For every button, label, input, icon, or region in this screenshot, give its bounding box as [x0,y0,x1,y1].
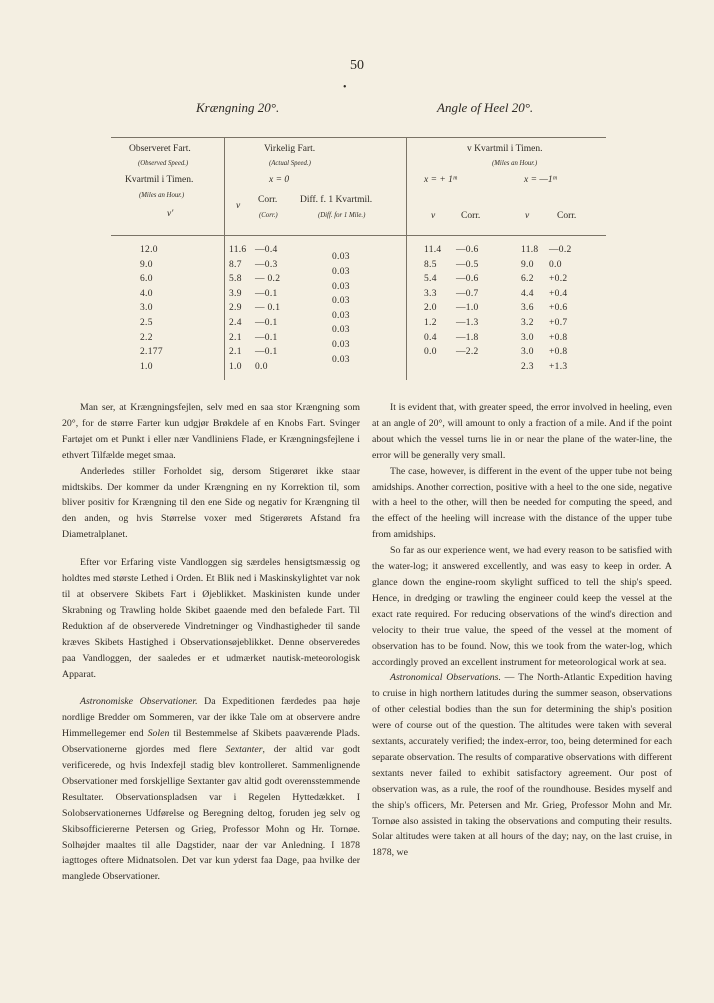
plus-v-cell: 0.0 [424,347,437,358]
x-plus-label: x = + 1ᵐ [424,175,457,185]
plus-v-cell: 0.4 [424,332,437,343]
table-vline-1 [224,137,225,380]
norwegian-p4-part-b: til Bestemmelse af Skibets paaværende Plads. Observationerne gjordes med flere [62,728,360,756]
actual-corr-cell: —0.1 [255,347,278,358]
actual-corr-cell: —0.1 [255,318,278,328]
observed-speed-title: Observeret Fart. [129,144,191,154]
actual-corr-label-en: (Corr.) [259,212,278,219]
minus-corr-cell: +1.3 [549,361,568,372]
english-paragraph-2: The case, however, is different in the event of the upper tube not being amidships. Another correction, positive with a heel to the one side, negative with a heel to the other, will then be needed for computing the speed, and the effect of the heeling will increase with the distance of the upper tube from amidships. [372,465,672,541]
diff-cell: 0.03 [332,296,350,307]
english-p4-body: — The North-Atlantic Expedition having to cruise in high northern latitudes during the summer season, observations of other celestial bodies than the sun for determining the ship's position were of course out of the question. The altitudes were taken with several sextants, accurately verified; the index-error, too, being determined for each separate observation. The results of comparative observations with different sextants never failed to exhibit satisfactory agreement. Our post of observation was, as a rule, the roof of the roundhouse. Besides myself and the ship's officers, Mr. Petersen and Mr. Grieg, Professor Mohn and Mr. Tornøe also assisted in taking the observations and computing their results. Solar altitudes were taken at all hours of the day; nay, on the last cruise, in 1878, we [372,672,672,859]
diff-label: Diff. f. 1 Kvartmil. [300,195,373,205]
minus-corr-cell: +0.8 [549,347,568,358]
plus-corr-cell: —0.6 [456,245,479,255]
norwegian-section-title: Astronomiske Observationer. [80,696,198,708]
plus-corr-cell: —0.7 [456,288,479,299]
plus-v-cell: 5.4 [424,274,437,285]
observed-unit-en: (Miles an Hour.) [139,192,185,199]
actual-speed-title: Virkelig Fart. [264,144,316,154]
actual-v-cell: 5.8 [229,274,242,285]
plus-v-cell: 2.0 [424,303,437,314]
plus-v-cell: 3.3 [424,288,437,299]
actual-v-cell: 8.7 [229,259,242,270]
diff-label-en: (Diff. for 1 Mile.) [318,212,366,219]
english-paragraph-4 [372,670,672,861]
observed-speed-cell: 6.0 [140,274,153,285]
observed-speed-cell: 2.5 [140,318,153,328]
norwegian-p4-solen: Solen [147,728,170,740]
observed-speed-cell: 2.177 [140,347,163,358]
norwegian-p4-part-a: Da Expeditionen færdedes paa høje nordlige Bredder om Sommeren, var der ikke Tale om at observere andre Himmellegemer end [62,696,360,740]
actual-corr-cell: —0.1 [255,332,278,343]
actual-v-cell: 2.9 [229,303,242,314]
plus-v-cell: 1.2 [424,318,437,328]
minus-v-cell: 3.0 [521,347,534,358]
norwegian-paragraph-3: Efter vor Erfaring viste Vandloggen sig særdeles hensigtsmæssig og holdtes med største Lethed i Orden. Et Blik ned i Maskinskylightet var nok til at observere Skibets Fart i Øjeblikket. Maskinisten kunde under Skrabning og Trawling holde Skibet gaaende med den befalede Fart. Til Reduktion af de observerede Vindretninger og Vindhastigheder til sande kræves Skibets Hastighed i Observationsøjeblikket. Denne observeredes paa Vandloggen, der saaledes er et udmærket nautisk-meteorologisk Apparat. [62,557,360,680]
minus-v-cell: 4.4 [521,288,534,299]
minus-corr-cell: +0.7 [549,318,568,328]
actual-corr-cell: —0.3 [255,259,278,270]
table-top-rule [111,137,606,138]
plus-corr-cell: —2.2 [456,347,479,358]
minus-v-cell: 6.2 [521,274,534,285]
printer-mark: • [343,82,347,93]
actual-v-cell: 2.1 [229,332,242,343]
english-paragraph-3: So far as our experience went, we had every reason to be satisfied with the water-log; it answered excellently, and was easy to keep in order. A glance down the engine-room skylight sufficed to tell the ship's speed. Hence, in dredging or trawling the engineer could keep the vessel at the exact rate required. For reducing observations of the wind's direction and velocity to their true value, the speed of the vessel at the moment of observation has to be found. Now, this we took from the water-log, which accordingly proved an excellent instrument for meteorological work at sea. [372,545,672,668]
observed-speed-cell: 4.0 [140,288,153,299]
observed-speed-cell: 2.2 [140,332,153,343]
diff-cell: 0.03 [332,252,350,263]
minus-v-cell: 3.6 [521,303,534,314]
actual-v-cell: 1.0 [229,361,242,372]
actual-v-cell: 11.6 [229,245,247,255]
actual-corr-cell: 0.0 [255,361,268,372]
plus-corr-cell: —0.5 [456,259,479,270]
actual-v-label: v [236,201,241,211]
observed-speed-cell: 3.0 [140,303,153,314]
plus-corr-cell: —1.8 [456,332,479,343]
page-number: 50 [350,58,364,73]
norwegian-paragraph-2: Anderledes stiller Forholdet sig, dersom Stigerøret ikke staar midtskibs. Der kommer da under Krængning en ny Korrektion til, som bliver positiv for Krængning til den ene Side og negativ for Krængning til den anden, og hvis Størrelse voxer med Stigerørets Afstand fra Diametralplanet. [62,465,360,541]
plus-corr-cell: —0.6 [456,274,479,285]
actual-v-cell: 2.4 [229,318,242,328]
minus-corr-cell: 0.0 [549,259,562,270]
minus-v-cell: 3.2 [521,318,534,328]
diff-cell: 0.03 [332,310,350,321]
v-group-title: v Kvartmil i Timen. [467,144,543,154]
plus-corr-cell: —1.0 [456,303,479,314]
minus-corr-cell: +0.8 [549,332,568,343]
minus-v-cell: 11.8 [521,245,539,255]
table-vline-2 [406,137,407,380]
actual-x-zero: x = 0 [269,175,290,185]
minus-corr-cell: +0.6 [549,303,568,314]
norwegian-p4-sextanter: Sextanter [225,744,263,756]
heading-norwegian: Krængning 20°. [196,100,280,115]
minus-corr-cell: +0.4 [549,288,568,299]
english-paragraph-1: It is evident that, with greater speed, the error involved in heeling, even at an angle of 20°, will amount to only a fraction of a mile. And if the point about which the vessel turns lie in or near the plane of the water-line, the error will be generally very small. [372,402,672,461]
x-minus-label: x = —1ᵐ [524,175,557,185]
actual-corr-cell: —0.1 [255,288,278,299]
english-section-title: Astronomical Observations. [390,672,501,684]
norwegian-p4-part-c: , der altid var godt verificerede, og hvis Indexfejl stadig blev kontrolleret. Sammenlignende Observationer med forskjellige Sextanter gav altid godt overensstemmende Resultater. Observationspladsen var i Regelen Hyttedækket. I Solobservationernes Udførelse og Beregning deltog, foruden jeg selv og Skibsofficiererne Petersen og Grieg, Professor Mohn og Hr. Tornøe. Solhøjder maaltes til alle Dagstider, naar der var Anledning. I 1878 iagttoges oftere Midnatsolen. Det var kun yderst faa Dage, paa hvilke der manglede Observationer. [62,744,360,883]
minus-corr-label: Corr. [557,211,577,221]
diff-cell: 0.03 [332,266,350,277]
norwegian-paragraph-1: Man ser, at Krængningsfejlen, selv med en saa stor Krængning som 20°, for de større Farter kun udgjør Brøkdele af en Knobs Fart. Svinger Fartøjet om et Punkt i eller nær Vandliniens Flade, er Krængningsfejlene i ethvert Tilfælde meget smaa. [62,402,360,461]
minus-v-cell: 2.3 [521,361,534,372]
plus-corr-cell: —1.3 [456,318,479,328]
minus-corr-cell: —0.2 [549,245,572,255]
norwegian-column [62,400,360,885]
plus-v-cell: 11.4 [424,245,442,255]
actual-corr-cell: —0.4 [255,245,278,255]
actual-v-cell: 3.9 [229,288,242,299]
heading-english: Angle of Heel 20°. [437,100,534,115]
observed-speed-cell: 9.0 [140,259,153,270]
observed-speed-title-en: (Observed Speed.) [138,160,189,167]
diff-cell: 0.03 [332,281,350,292]
actual-corr-cell: — 0.2 [255,274,281,285]
observed-speed-cell: 1.0 [140,361,153,372]
observed-unit: Kvartmil i Timen. [125,175,194,185]
minus-corr-cell: +0.2 [549,274,568,285]
observed-symbol: v' [167,209,174,219]
actual-v-cell: 2.1 [229,347,242,358]
v-group-title-en: (Miles an Hour.) [492,160,538,167]
heel-correction-table [111,137,606,380]
observed-speed-cell: 12.0 [140,245,158,255]
plus-v-label: v [431,211,436,221]
diff-cell: 0.03 [332,325,350,336]
norwegian-paragraph-4 [62,694,360,885]
minus-v-label: v [525,211,530,221]
minus-v-cell: 9.0 [521,259,534,270]
plus-v-cell: 8.5 [424,259,437,270]
english-column [372,400,672,861]
actual-corr-cell: — 0.1 [255,303,281,314]
plus-corr-label: Corr. [461,211,481,221]
diff-cell: 0.03 [332,339,350,350]
actual-corr-label: Corr. [258,195,278,205]
table-header-rule [111,235,606,236]
minus-v-cell: 3.0 [521,332,534,343]
diff-cell: 0.03 [332,354,350,365]
actual-speed-title-en: (Actual Speed.) [269,160,311,167]
